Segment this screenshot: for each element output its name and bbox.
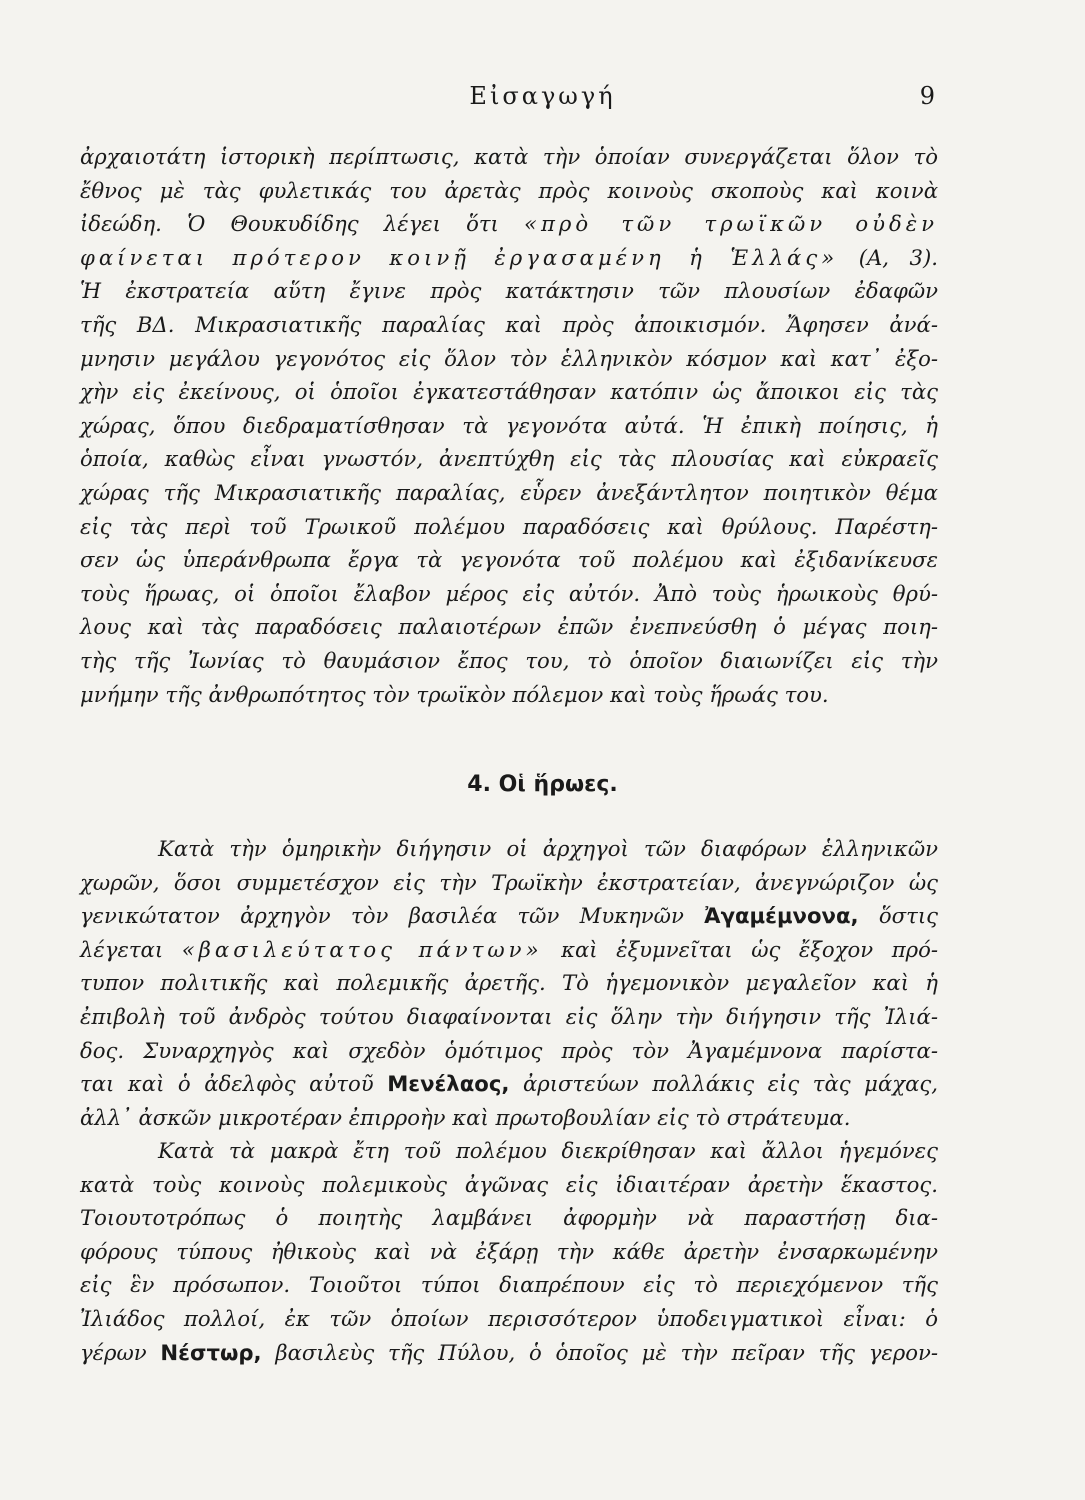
name-nestor: Νέστωρ, xyxy=(160,1339,262,1365)
text-line: τὴς τῆς Ἰωνίας τὸ θαυμάσιον ἔπος του, τὸ ὁποῖον διαιωνίζει εἰς τὴν xyxy=(80,647,938,673)
spaced-epithet: «βασιλεύτατος πάντων» xyxy=(181,936,543,962)
text-segment: ται καὶ ὁ ἀδελφὸς αὐτοῦ xyxy=(80,1071,388,1097)
text-line xyxy=(80,899,938,933)
text-line: μνήμην τῆς ἀνθρωπότητος τὸν τρωϊκὸν πόλεμον καὶ τοὺς ἥρωάς του. xyxy=(80,681,829,707)
name-menelaos: Μενέλαος, xyxy=(387,1071,510,1097)
spaced-quote-part-2: φαίνεται πρότερον κοινῇ ἐργασαμένη ἡ Ἑλλάς» xyxy=(80,244,839,270)
text-line: Ἡ ἐκστρατεία αὕτη ἔγινε πρὸς κατάκτησιν τῶν πλουσίων ἐδαφῶν xyxy=(80,278,938,304)
text-line-quote-end xyxy=(80,241,938,275)
spaced-quote-part-1: «πρὸ τῶν τρωϊκῶν οὐδὲν xyxy=(524,211,938,237)
text-line: τοὺς ἥρωας, οἱ ὁποῖοι ἔλαβον μέρος εἰς αὐτόν. Ἀπὸ τοὺς ἡρωικοὺς θρύ- xyxy=(80,580,938,606)
page-header xyxy=(0,78,1085,118)
text-line xyxy=(80,933,938,967)
text-line: τῆς ΒΔ. Μικρασιατικῆς παραλίας καὶ πρὸς ἀποικισμόν. Ἄφησεν ἀνά- xyxy=(80,311,938,337)
text-line: ἀλλ᾽ ἀσκῶν μικροτέραν ἐπιρροὴν καὶ πρωτοβουλίαν εἰς τὸ στράτευμα. xyxy=(80,1104,851,1130)
text-segment: ὅστις xyxy=(858,903,938,929)
text-line: Κατὰ τὰ μακρὰ ἔτη τοῦ πολέμου διεκρίθησαν καὶ ἄλλοι ἡγεμόνες xyxy=(158,1138,938,1163)
text-segment: γέρων xyxy=(80,1339,161,1365)
section-heading: 4. Οἱ ἥρωες. xyxy=(467,772,618,797)
text-line: ἀρχαιοτάτη ἱστορικὴ περίπτωσις, κατὰ τὴν ὁποίαν συνεργάζεται ὅλον τὸ xyxy=(80,144,938,169)
text-segment: λέγεται xyxy=(80,936,182,962)
text-line: χώρας, ὅπου διεδραματίσθησαν τὰ γεγονότα αὐτά. Ἡ ἐπικὴ ποίησις, ἡ xyxy=(80,412,938,438)
text-segment: καὶ ἐξυμνεῖται ὡς ἔξοχον πρό- xyxy=(542,936,938,962)
text-line: εἰς ἓν πρόσωπον. Τοιοῦτοι τύποι διαπρέπουν εἰς τὸ περιεχόμενον τῆς xyxy=(80,1272,938,1298)
text-line: Κατὰ τὴν ὁμηρικὴν διήγησιν οἱ ἀρχηγοὶ τῶν διαφόρων ἑλληνικῶν xyxy=(158,836,938,861)
text-line: μνησιν μεγάλου γεγονότος εἰς ὅλον τὸν ἑλληνικὸν κόσμον καὶ κατ᾽ ἐξο- xyxy=(80,345,938,371)
heroes-paragraph-1 xyxy=(80,832,938,1134)
text-segment: βασιλεὺς τῆς Πύλου, ὁ ὁποῖος μὲ τὴν πεῖραν τῆς γερον- xyxy=(261,1339,938,1365)
quote-lead-in: ἰδεώδη. Ὁ Θουκυδίδης λέγει ὅτι xyxy=(80,211,525,237)
text-line: χώρας τῆς Μικρασιατικῆς παραλίας, εὗρεν ἀνεξάντλητον ποιητικὸν θέμα xyxy=(80,479,938,505)
name-agamemnon: Ἀγαμέμνονα, xyxy=(704,903,859,929)
text-line: λους καὶ τὰς παραδόσεις παλαιοτέρων ἐπῶν ἐνεπνεύσθη ὁ μέγας ποιη- xyxy=(80,614,938,640)
text-line: χωρῶν, ὅσοι συμμετέσχον εἰς τὴν Τρωϊκὴν ἐκστρατείαν, ἀνεγνώριζον ὡς xyxy=(80,869,938,895)
text-line: φόρους τύπους ἠθικοὺς καὶ νὰ ἐξάρῃ τὴν κάθε ἀρετὴν ἐνσαρκωμένην xyxy=(80,1238,938,1264)
running-title: Εἰσαγωγή xyxy=(469,82,616,110)
text-line-quote-start xyxy=(80,207,938,241)
text-line xyxy=(80,1067,938,1101)
text-line: Ἰλιάδος πολλοί, ἐκ τῶν ὁποίων περισσότερον ὑποδειγματικοὶ εἶναι: ὁ xyxy=(80,1305,938,1331)
text-segment: ἀριστεύων πολλάκις εἰς τὰς μάχας, xyxy=(509,1071,938,1097)
text-line: ἔθνος μὲ τὰς φυλετικάς του ἀρετὰς πρὸς κοινοὺς σκοποὺς καὶ κοινὰ xyxy=(80,177,938,203)
text-line: τυπον πολιτικῆς καὶ πολεμικῆς ἀρετῆς. Τὸ ἡγεμονικὸν μεγαλεῖον καὶ ἡ xyxy=(80,970,938,996)
intro-paragraph xyxy=(80,140,938,711)
text-line: δος. Συναρχηγὸς καὶ σχεδὸν ὁμότιμος πρὸς τὸν Ἀγαμέμνονα παρίστα- xyxy=(80,1037,938,1063)
heroes-paragraph-2 xyxy=(80,1134,938,1369)
quote-citation: (Α, 3). xyxy=(838,244,938,270)
text-line: ἐπιβολὴ τοῦ ἀνδρὸς τούτου διαφαίνονται εἰς ὅλην τὴν διήγησιν τῆς Ἰλιά- xyxy=(80,1003,938,1029)
text-line: Τοιουτοτρόπως ὁ ποιητὴς λαμβάνει ἀφορμὴν νὰ παραστήσῃ δια- xyxy=(80,1205,938,1231)
text-line: σεν ὡς ὑπεράνθρωπα ἔργα τὰ γεγονότα τοῦ πολέμου καὶ ἐξιδανίκευσε xyxy=(80,547,938,573)
text-line: ὁποία, καθὼς εἶναι γνωστόν, ἀνεπτύχθη εἰς τὰς πλουσίας καὶ εὐκραεῖς xyxy=(80,446,938,472)
text-line xyxy=(80,1336,938,1370)
page-number: 9 xyxy=(919,82,935,110)
text-line: κατὰ τοὺς κοινοὺς πολεμικοὺς ἀγῶνας εἰς ἰδιαιτέραν ἀρετὴν ἕκαστος. xyxy=(80,1171,938,1197)
text-segment: γενικώτατον ἀρχηγὸν τὸν βασιλέα τῶν Μυκηνῶν xyxy=(80,903,705,929)
text-line: χὴν εἰς ἐκείνους, οἱ ὁποῖοι ἐγκατεστάθησαν κατόπιν ὡς ἄποικοι εἰς τὰς xyxy=(80,379,938,405)
text-line: εἰς τὰς περὶ τοῦ Τρωικοῦ πολέμου παραδόσεις καὶ θρύλους. Παρέστη- xyxy=(80,513,938,539)
